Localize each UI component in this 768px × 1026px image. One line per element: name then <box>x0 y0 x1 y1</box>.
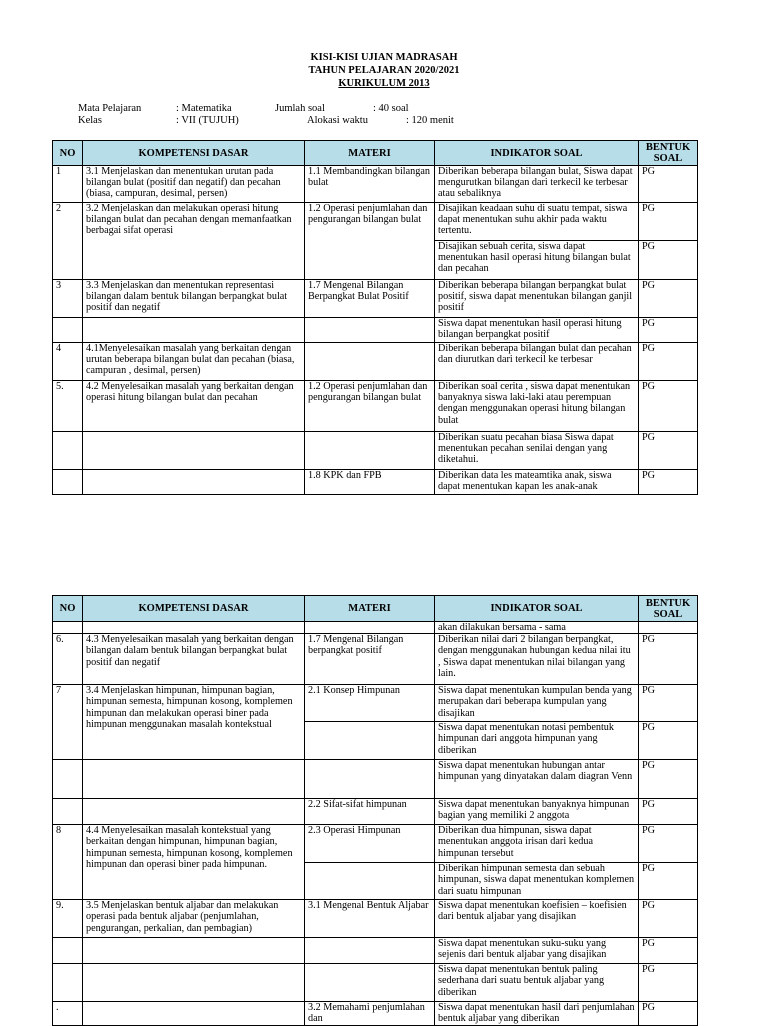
cell-indikator: Diberikan nilai dari 2 bilangan berpangkat, dengan menggunakan hubungan kedua nilai itu , Siswa dapat menentukan nilai bilangan yang lain. <box>435 634 639 685</box>
cell-indikator: Siswa dapat menentukan notasi pembentuk himpunan dari anggota himpunan yang diberikan <box>435 722 639 760</box>
column-header-indikator-soal: INDIKATOR SOAL <box>435 141 639 166</box>
table-row <box>53 799 698 825</box>
cell-materi <box>305 318 435 343</box>
cell-materi <box>305 722 435 760</box>
cell-bentuk: PG <box>639 343 698 381</box>
cell-materi: 1.1 Membandingkan bilangan bulat <box>305 166 435 203</box>
cell-indikator: Diberikan beberapa bilangan bulat dan pecahan dan diurutkan dari terkecil ke terbesar <box>435 343 639 381</box>
document-year: TAHUN PELAJARAN 2020/2021 <box>308 65 460 76</box>
cell-indikator: Diberikan suatu pecahan biasa Siswa dapat menentukan pecahan senilai dengan yang diketahui. <box>435 432 639 470</box>
column-header-no: NO <box>53 596 83 622</box>
cell-indikator: Diberikan soal cerita , siswa dapat menentukan banyaknya siswa laki-laki atau perempuan dengan menggunakan operasi hitung bilangan bulat <box>435 381 639 432</box>
document-title: KISI-KISI UJIAN MADRASAH <box>310 52 458 63</box>
table-row <box>53 470 698 495</box>
column-header-bentuk-soal: BENTUK SOAL <box>639 596 698 622</box>
cell-no: 7 <box>53 685 83 760</box>
cell-bentuk <box>639 622 698 634</box>
cell-indikator: Diberikan dua himpunan, siswa dapat menentukan anggota irisan dari kedua himpunan tersebut <box>435 825 639 863</box>
curriculum-text: KURIKULUM 2013 <box>338 78 430 89</box>
mapel-label: Mata Pelajaran <box>78 103 142 114</box>
column-header-bentuk-soal: BENTUK SOAL <box>639 141 698 166</box>
cell-bentuk: PG <box>639 166 698 203</box>
cell-kompetensi-dasar: 3.2 Menjelaskan dan melakukan operasi hitung bilangan bulat dan pecahan dengan memanfaatkan berbagai sifat operasi <box>83 203 305 280</box>
table-row <box>53 622 698 634</box>
cell-no: 8 <box>53 825 83 900</box>
table-row <box>53 280 698 318</box>
column-header-materi: MATERI <box>305 141 435 166</box>
cell-materi <box>305 760 435 799</box>
cell-kompetensi-dasar <box>83 622 305 634</box>
cell-no: 2 <box>53 203 83 280</box>
table-row <box>53 343 698 381</box>
cell-no: 5. <box>53 381 83 432</box>
cell-bentuk: PG <box>639 825 698 863</box>
table-row <box>53 1002 698 1026</box>
cell-kompetensi-dasar <box>83 938 305 964</box>
cell-no: 4 <box>53 343 83 381</box>
cell-no <box>53 622 83 634</box>
cell-kompetensi-dasar: 4.3 Menyelesaikan masalah yang berkaitan dengan bilangan dalam bentuk bilangan berpangkat bulat positif dan negatif <box>83 634 305 685</box>
table-row <box>53 825 698 863</box>
cell-bentuk: PG <box>639 203 698 241</box>
cell-indikator: Diberikan beberapa bilangan berpangkat bulat positif, siswa dapat menentukan bilangan ganjil positif <box>435 280 639 318</box>
cell-bentuk: PG <box>639 760 698 799</box>
cell-no: 1 <box>53 166 83 203</box>
jumlah-soal-value: : 40 soal <box>373 103 409 114</box>
table-row <box>53 203 698 241</box>
cell-bentuk: PG <box>639 685 698 722</box>
cell-materi: 1.2 Operasi penjumlahan dan pengurangan bilangan bulat <box>305 381 435 432</box>
cell-materi: 1.8 KPK dan FPB <box>305 470 435 495</box>
table-row <box>53 685 698 722</box>
jumlah-soal-label: Jumlah soal <box>275 103 325 114</box>
cell-kompetensi-dasar <box>83 799 305 825</box>
cell-materi: 2.1 Konsep Himpunan <box>305 685 435 722</box>
cell-bentuk: PG <box>639 381 698 432</box>
cell-kompetensi-dasar <box>83 760 305 799</box>
document-curriculum <box>0 78 768 90</box>
cell-bentuk: PG <box>639 432 698 470</box>
alokasi-waktu-value: : 120 menit <box>406 115 454 126</box>
column-header-indikator-soal: INDIKATOR SOAL <box>435 596 639 622</box>
cell-no: 6. <box>53 634 83 685</box>
cell-kompetensi-dasar: 3.5 Menjelaskan bentuk aljabar dan melakukan operasi pada bentuk aljabar (penjumlahan, pengurangan, perkalian, dan pembagian) <box>83 900 305 938</box>
cell-bentuk: PG <box>639 280 698 318</box>
cell-indikator: Siswa dapat menentukan banyaknya himpunan bagian yang memiliki 2 anggota <box>435 799 639 825</box>
cell-kompetensi-dasar: 3.3 Menjelaskan dan menentukan representasi bilangan dalam bentuk bilangan berpangkat bulat positif dan negatif <box>83 280 305 318</box>
cell-materi: 1.2 Operasi penjumlahan dan pengurangan bilangan bulat <box>305 203 435 280</box>
table-row <box>53 938 698 964</box>
cell-indikator: Diberikan data les mateamtika anak, siswa dapat menentukan kapan les anak-anak <box>435 470 639 495</box>
cell-kompetensi-dasar <box>83 318 305 343</box>
kelas-label: Kelas <box>78 115 102 126</box>
cell-kompetensi-dasar <box>83 964 305 1002</box>
cell-bentuk: PG <box>639 634 698 685</box>
cell-indikator: Siswa dapat menentukan bentuk paling sederhana dari suatu bentuk aljabar yang diberikan <box>435 964 639 1002</box>
cell-kompetensi-dasar: 4.2 Menyelesaikan masalah yang berkaitan dengan operasi hitung bilangan bulat dan pecahan <box>83 381 305 432</box>
cell-indikator: Siswa dapat menentukan kumpulan benda yang merupakan dari beberapa kumpulan yang disajikan <box>435 685 639 722</box>
cell-materi: 1.7 Mengenal Bilangan Berpangkat Bulat Positif <box>305 280 435 318</box>
table-row <box>53 760 698 799</box>
cell-materi: 2.2 Sifat-sifat himpunan <box>305 799 435 825</box>
cell-indikator: Diberikan himpunan semesta dan sebuah himpunan, siswa dapat menentukan komplemen dari suatu himpunan <box>435 863 639 900</box>
table-row <box>53 634 698 685</box>
table-row <box>53 964 698 1002</box>
cell-bentuk: PG <box>639 1002 698 1026</box>
cell-materi <box>305 938 435 964</box>
kisi-kisi-table-1 <box>52 140 698 495</box>
column-header-kompetensi-dasar: KOMPETENSI DASAR <box>83 141 305 166</box>
table-row <box>53 900 698 938</box>
cell-no <box>53 318 83 343</box>
table-header-row <box>53 141 698 166</box>
cell-materi: 2.3 Operasi Himpunan <box>305 825 435 863</box>
cell-kompetensi-dasar <box>83 470 305 495</box>
cell-indikator: akan dilakukan bersama - sama <box>435 622 639 634</box>
column-header-kompetensi-dasar: KOMPETENSI DASAR <box>83 596 305 622</box>
cell-materi: 1.7 Mengenal Bilangan berpangkat positif <box>305 634 435 685</box>
cell-bentuk: PG <box>639 318 698 343</box>
cell-indikator: Siswa dapat menentukan hasil operasi hitung bilangan berpangkat positif <box>435 318 639 343</box>
cell-materi: 3.2 Memahami penjumlahan dan <box>305 1002 435 1026</box>
cell-indikator: Diberikan beberapa bilangan bulat, Siswa dapat mengurutkan bilangan dari terkecil ke terbesar atau sebaliknya <box>435 166 639 203</box>
cell-no <box>53 432 83 470</box>
cell-indikator: Disajikan sebuah cerita, siswa dapat menentukan hasil operasi hitung bilangan bulat dan pecahan <box>435 241 639 280</box>
column-header-no: NO <box>53 141 83 166</box>
cell-indikator: Siswa dapat menentukan suku-suku yang sejenis dari bentuk aljabar yang disajikan <box>435 938 639 964</box>
cell-bentuk: PG <box>639 863 698 900</box>
table-row <box>53 318 698 343</box>
cell-no <box>53 964 83 1002</box>
cell-bentuk: PG <box>639 799 698 825</box>
cell-kompetensi-dasar: 3.1 Menjelaskan dan menentukan urutan pada bilangan bulat (positif dan negatif) dan pecahan (biasa, campuran, desimal, persen) <box>83 166 305 203</box>
mapel-value: : Matematika <box>176 103 232 114</box>
cell-indikator: Siswa dapat menentukan hasil dari penjumlahan bentuk aljabar yang diberikan <box>435 1002 639 1026</box>
cell-bentuk: PG <box>639 964 698 1002</box>
cell-no: . <box>53 1002 83 1026</box>
cell-materi: 3.1 Mengenal Bentuk Aljabar <box>305 900 435 938</box>
table-header-row <box>53 596 698 622</box>
kelas-value: : VII (TUJUH) <box>176 115 239 126</box>
cell-materi <box>305 343 435 381</box>
cell-kompetensi-dasar <box>83 1002 305 1026</box>
cell-materi <box>305 622 435 634</box>
cell-bentuk: PG <box>639 722 698 760</box>
cell-kompetensi-dasar: 4.4 Menyelesaikan masalah kontekstual yang berkaitan dengan himpunan, himpunan bagian, himpunan semesta, himpunan kosong, komplemen himpunan dan operasi biner pada himpunan. <box>83 825 305 900</box>
cell-bentuk: PG <box>639 938 698 964</box>
kisi-kisi-table-2 <box>52 595 698 1026</box>
table-row <box>53 381 698 432</box>
cell-indikator: Disajikan keadaan suhu di suatu tempat, siswa dapat menentukan suhu akhir pada waktu tertentu. <box>435 203 639 241</box>
cell-indikator: Siswa dapat menentukan hubungan antar himpunan yang dinyatakan dalam diagran Venn <box>435 760 639 799</box>
cell-bentuk: PG <box>639 470 698 495</box>
cell-materi <box>305 863 435 900</box>
cell-no: 9. <box>53 900 83 938</box>
cell-materi <box>305 964 435 1002</box>
table-row <box>53 432 698 470</box>
cell-kompetensi-dasar <box>83 432 305 470</box>
cell-indikator: Siswa dapat menentukan koefisien – koefisien dari bentuk aljabar yang disajikan <box>435 900 639 938</box>
table-row <box>53 166 698 203</box>
cell-no <box>53 470 83 495</box>
cell-bentuk: PG <box>639 900 698 938</box>
alokasi-waktu-label: Alokasi waktu <box>307 115 368 126</box>
cell-no <box>53 760 83 799</box>
column-header-materi: MATERI <box>305 596 435 622</box>
cell-bentuk: PG <box>639 241 698 280</box>
cell-materi <box>305 432 435 470</box>
cell-kompetensi-dasar: 3.4 Menjelaskan himpunan, himpunan bagian, himpunan semesta, himpunan kosong, komplemen himpunan dan melakukan operasi biner pada himpunan menggunakan masalah kontekstual <box>83 685 305 760</box>
cell-kompetensi-dasar: 4.1Menyelesaikan masalah yang berkaitan dengan urutan beberapa bilangan bulat dan pecahan (biasa, campuran , desimal, persen) <box>83 343 305 381</box>
cell-no: 3 <box>53 280 83 318</box>
cell-no <box>53 799 83 825</box>
cell-no <box>53 938 83 964</box>
